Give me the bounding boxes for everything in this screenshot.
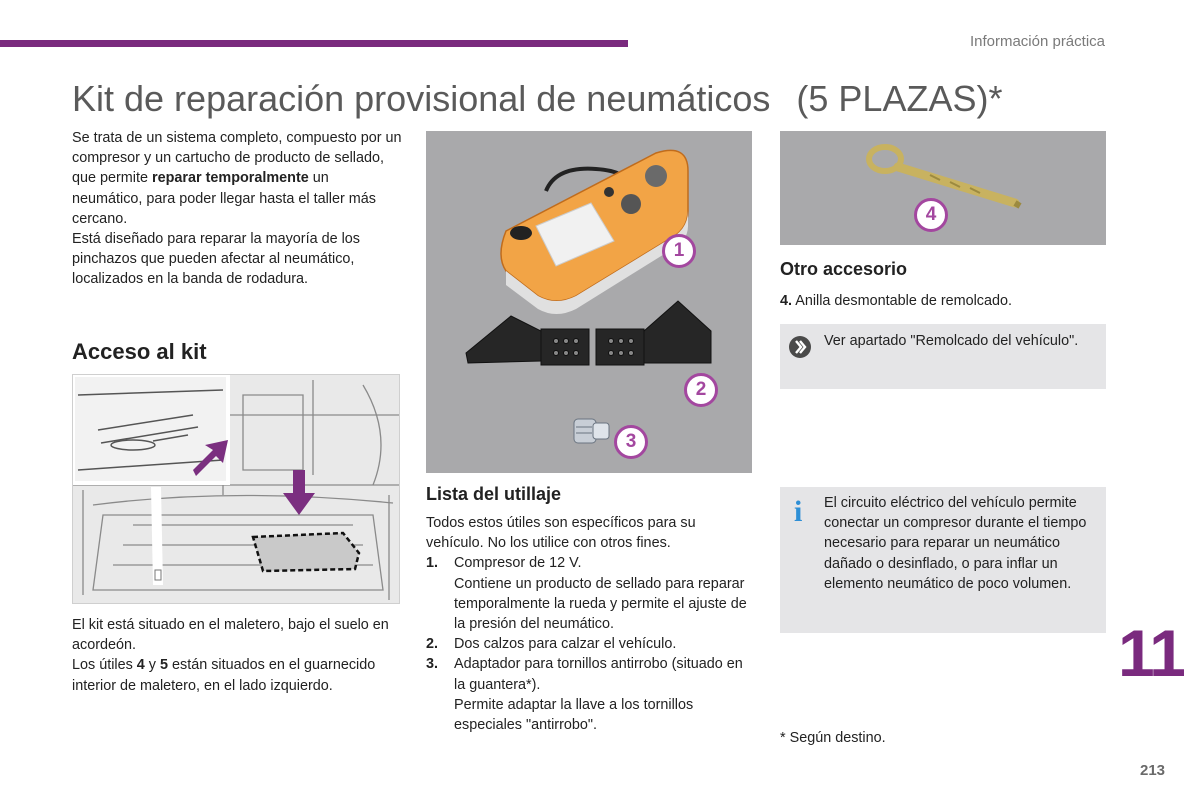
see-also-note (780, 324, 1106, 389)
access-heading: Acceso al kit (72, 339, 207, 364)
trunk-drawing (73, 375, 399, 603)
list-item-number: 1. (426, 555, 439, 572)
towing-ring-image (869, 147, 1020, 206)
list-item-text: Compresor de 12 V. (454, 555, 582, 572)
intro-text (72, 128, 402, 290)
tools-heading: Lista del utillaje (426, 484, 562, 504)
list-item-text: Contiene un producto de sellado para reparar temporalmente la rueda y permite el ajuste de la presión del neumático. (454, 575, 747, 633)
tools-drawing (426, 131, 752, 473)
tools-list (426, 513, 756, 735)
header-accent-bar (0, 40, 628, 47)
chapter-number: 11 (1118, 616, 1184, 690)
title-main: Kit de reparación provisional de neumáticos (72, 78, 771, 119)
intro-paragraph-2: Está diseñado para reparar la mayoría de los pinchazos que pueden afectar al neumático, localizados en la banda de rodadura. (72, 231, 360, 288)
tool-badge-3: 3 (614, 425, 648, 459)
list-item-text: Dos calzos para calzar el vehículo. (454, 636, 677, 653)
towing-ring-drawing (780, 131, 1106, 245)
title-suffix: (5 PLAZAS)* (796, 78, 1003, 119)
list-item-text: Permite adaptar la llave a los tornillos especiales "antirrobo". (454, 696, 694, 734)
list-item-text: Adaptador para tornillos antirrobo (situado en la guantera*). (454, 656, 743, 693)
access-paragraph-2: Los útiles 4 y 5 están situados en el guarnecido interior de maletero, en el lado izquierdo. (72, 657, 376, 694)
list-item-number: 3. (426, 656, 439, 673)
list-item (426, 654, 756, 735)
info-icon: i (794, 495, 803, 528)
list-item (426, 634, 756, 654)
arrow-right-icon (788, 335, 812, 359)
compressor-image (501, 150, 688, 314)
tools-intro: Todos estos útiles son específicos para su vehículo. No los utilice con otros fines. (426, 515, 696, 552)
tool-badge-4: 4 (914, 198, 948, 232)
footnote: * Según destino. (780, 730, 886, 746)
section-label: Información práctica (969, 33, 1105, 50)
page-number: 213 (1140, 762, 1166, 779)
page-title (72, 78, 1002, 120)
tool-badge-1: 1 (662, 234, 696, 268)
info-text: El circuito eléctrico del vehículo permite conectar un compresor durante el tiempo necesario para reparar un neumático dañado o desinflado, o para inflar un elemento neumático de poco volumen. (824, 495, 1087, 592)
see-also-text: Ver apartado "Remolcado del vehículo". (824, 333, 1079, 349)
info-note (780, 487, 1106, 633)
antitheft-adapter-image (574, 419, 609, 443)
other-accessory-item: 4. Anilla desmontable de remolcado. (780, 293, 1013, 309)
towing-ring-photo (780, 131, 1106, 245)
tool-badge-2: 2 (684, 373, 718, 407)
intro-paragraph-1: Se trata de un sistema completo, compuesto por un compresor y un cartucho de producto de sellado, que permite reparar temporalmente un neumático, para poder llegar hasta el taller más cercano. (72, 130, 402, 227)
other-accessory-heading: Otro accesorio (780, 259, 908, 279)
access-text (72, 615, 402, 696)
trunk-illustration (72, 374, 400, 604)
wheel-chocks-image (466, 301, 711, 365)
access-paragraph-1: El kit está situado en el maletero, bajo el suelo en acordeón. (72, 617, 389, 654)
list-item-number: 2. (426, 636, 439, 653)
tools-photo (426, 131, 752, 473)
list-item (426, 553, 756, 634)
